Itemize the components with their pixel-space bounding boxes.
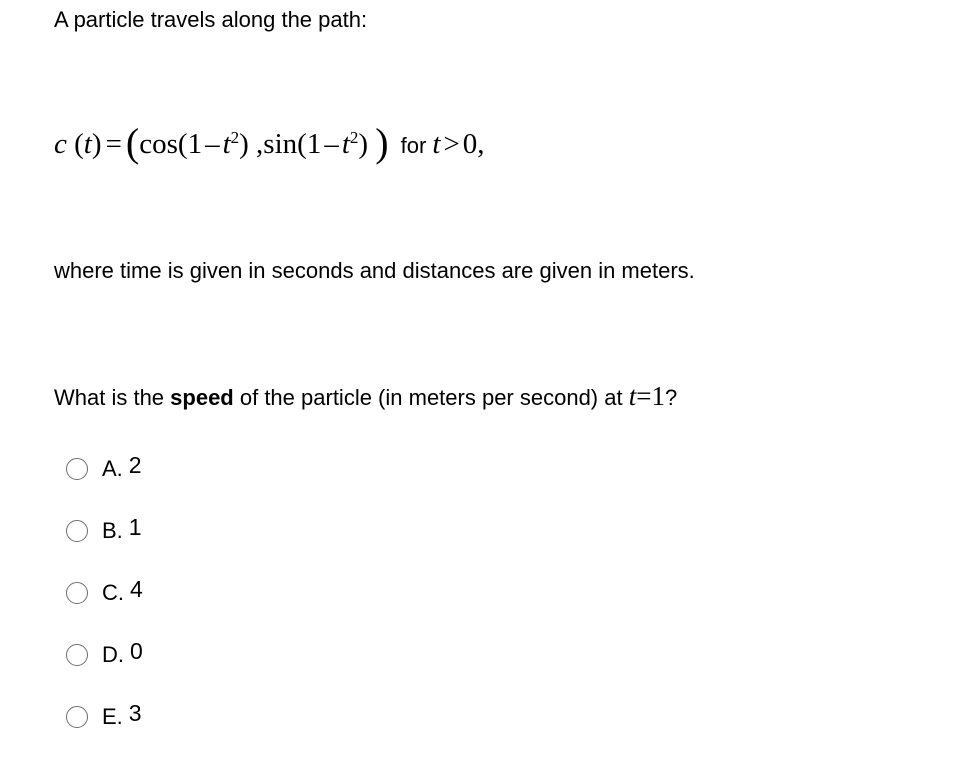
prompt-math-value: 1 <box>651 381 665 411</box>
formula-number: 1 <box>187 128 203 160</box>
choice-letter: E. <box>102 704 123 729</box>
choice-value: 2 <box>128 452 142 478</box>
formula-paren: ) <box>239 128 249 160</box>
formula-minus: – <box>205 128 220 160</box>
formula-variable: t <box>222 128 231 160</box>
choice-b[interactable] <box>66 515 142 547</box>
formula-paren: ) <box>358 128 369 160</box>
formula-greater-than: > <box>443 128 460 160</box>
formula-variable: t <box>341 128 350 160</box>
prompt-math-variable: t <box>628 381 637 411</box>
choice-c[interactable] <box>66 577 143 609</box>
radio-button[interactable] <box>66 458 88 480</box>
formula-variable: t <box>432 128 441 160</box>
choice-letter: C. <box>102 580 124 605</box>
choice-letter: D. <box>102 642 124 667</box>
formula-zero: 0, <box>462 128 485 160</box>
formula-number: 1 <box>306 128 322 160</box>
prompt-math-equals: = <box>636 381 652 411</box>
formula-big-paren: ) <box>375 120 389 165</box>
radio-button[interactable] <box>66 644 88 666</box>
path-formula <box>54 120 485 166</box>
formula-big-paren: ( <box>125 120 140 165</box>
radio-button[interactable] <box>66 582 88 604</box>
formula-paren: ( <box>74 128 84 160</box>
choice-value: 1 <box>128 514 142 540</box>
choice-d[interactable] <box>66 639 143 671</box>
question-prompt <box>54 382 677 412</box>
prompt-question-mark: ? <box>664 385 678 410</box>
formula-function-name: c <box>54 128 67 160</box>
formula-for-text: for <box>400 133 427 158</box>
formula-paren: ( <box>297 128 307 160</box>
choice-value: 4 <box>130 576 143 602</box>
choice-letter: A. <box>102 456 123 481</box>
prompt-text-after: of the particle (in meters per second) at <box>233 385 629 410</box>
choice-value: 0 <box>130 638 143 664</box>
prompt-text-before: What is the <box>54 385 171 410</box>
radio-button[interactable] <box>66 706 88 728</box>
choice-a[interactable] <box>66 453 142 485</box>
formula-exponent: 2 <box>230 128 240 147</box>
formula-comma: , <box>256 128 264 160</box>
units-statement: where time is given in seconds and distances are given in meters. <box>54 258 695 283</box>
question-intro: A particle travels along the path: <box>54 7 368 32</box>
formula-minus: – <box>324 128 339 160</box>
choice-value: 3 <box>128 700 142 726</box>
formula-paren: ) <box>91 128 102 160</box>
formula-cos: cos <box>139 128 178 160</box>
choice-e[interactable] <box>66 701 142 733</box>
formula-sin: sin <box>263 128 298 160</box>
radio-button[interactable] <box>66 520 88 542</box>
formula-variable: t <box>83 128 92 160</box>
formula-equals: = <box>105 128 122 160</box>
choice-letter: B. <box>102 518 123 543</box>
prompt-emphasis: speed <box>170 385 234 410</box>
formula-exponent: 2 <box>349 128 359 147</box>
prompt-math <box>629 381 665 411</box>
formula-paren: ( <box>177 128 188 160</box>
